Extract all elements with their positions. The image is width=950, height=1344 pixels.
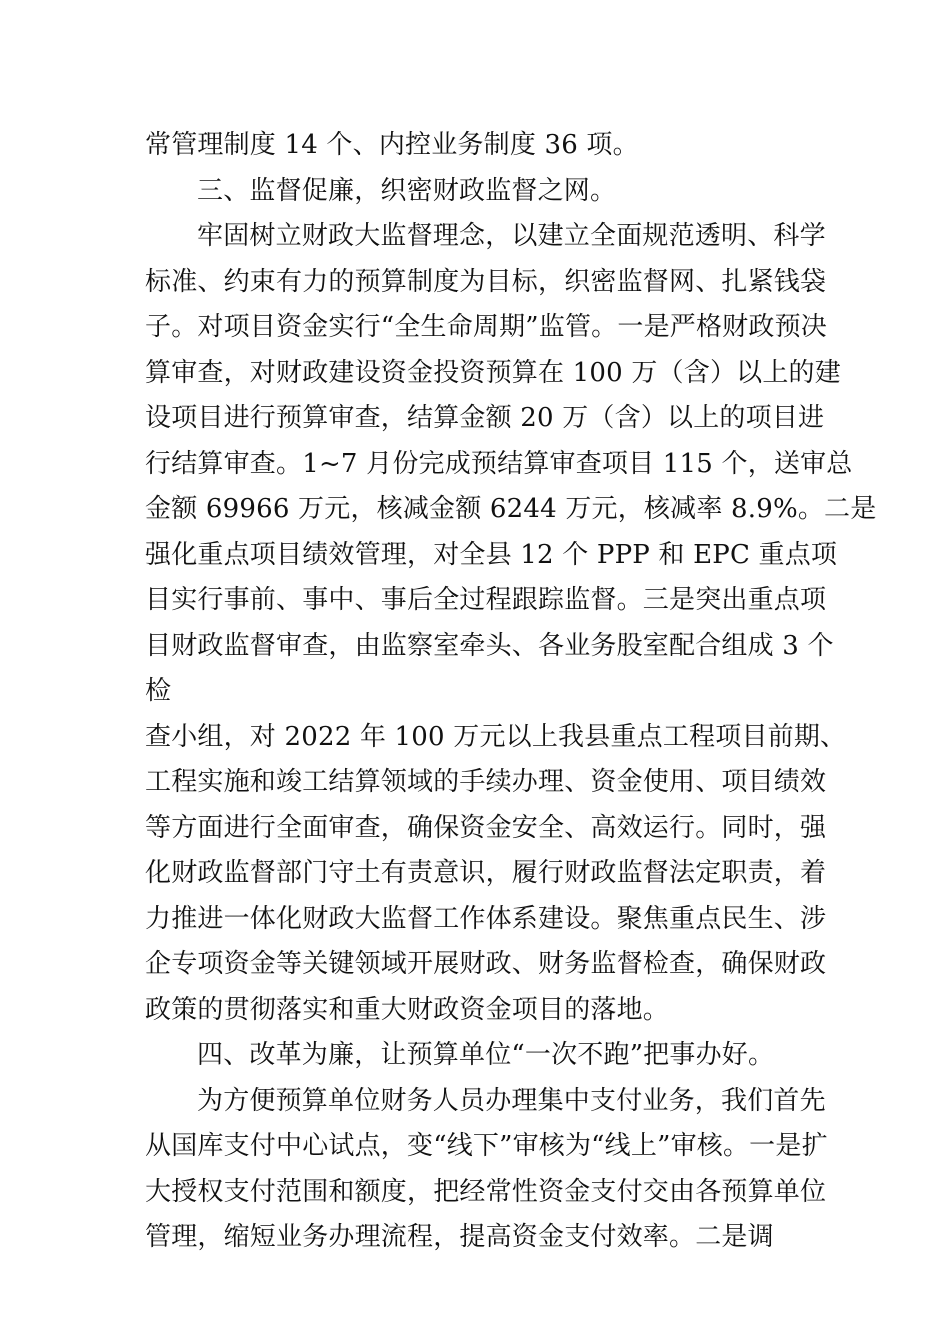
text-line: 大授权支付范围和额度，把经常性资金支付交由各预算单位	[145, 1177, 827, 1207]
text-line: 查小组，对 2022 年 100 万元以上我县重点工程项目前期、	[145, 722, 847, 752]
text-line: 设项目进行预算审查，结算金额 20 万（含）以上的项目进	[145, 403, 825, 433]
text-line: 标准、约束有力的预算制度为目标，织密监督网、扎紧钱袋	[145, 267, 827, 297]
text-line: 管理，缩短业务办理流程，提高资金支付效率。二是调	[145, 1222, 774, 1252]
text-line: 目实行事前、事中、事后全过程跟踪监督。三是突出重点项	[145, 585, 827, 615]
text-line: 工程实施和竣工结算领域的手续办理、资金使用、项目绩效	[145, 767, 827, 797]
text-line: 政策的贯彻落实和重大财政资金项目的落地。	[145, 995, 670, 1025]
text-line: 化财政监督部门守土有责意识，履行财政监督法定职责，着	[145, 858, 827, 888]
text-line: 牢固树立财政大监督理念，以建立全面规范透明、科学	[197, 221, 826, 251]
text-line: 企专项资金等关键领域开展财政、财务监督检查，确保财政	[145, 949, 827, 979]
text-line: 子。对项目资金实行“全生命周期”监管。一是严格财政预决	[145, 312, 827, 342]
text-line: 行结算审查。1~7 月份完成预结算审查项目 115 个，送审总	[145, 449, 853, 479]
text-line: 目财政监督审查，由监察室牵头、各业务股室配合组成 3 个	[145, 631, 834, 661]
text-line: 从国库支付中心试点，变“线下”审核为“线上”审核。一是扩	[145, 1131, 828, 1161]
text-line: 强化重点项目绩效管理，对全县 12 个 PPP 和 EPC 重点项	[145, 540, 838, 570]
text-line: 常管理制度 14 个、内控业务制度 36 项。	[145, 130, 639, 160]
text-line: 力推进一体化财政大监督工作体系建设。聚焦重点民生、涉	[145, 904, 827, 934]
text-line: 等方面进行全面审查，确保资金安全、高效运行。同时，强	[145, 813, 827, 843]
text-line: 金额 69966 万元，核减金额 6244 万元，核减率 8.9%。二是	[145, 494, 877, 524]
text-line: 检	[145, 676, 172, 706]
section-heading-3: 三、监督促廉，织密财政监督之网。	[197, 176, 617, 206]
text-line: 算审查，对财政建设资金投资预算在 100 万（含）以上的建	[145, 358, 841, 388]
text-line: 为方便预算单位财务人员办理集中支付业务，我们首先	[197, 1086, 826, 1116]
section-heading-4: 四、改革为廉，让预算单位“一次不跑”把事办好。	[197, 1040, 775, 1070]
